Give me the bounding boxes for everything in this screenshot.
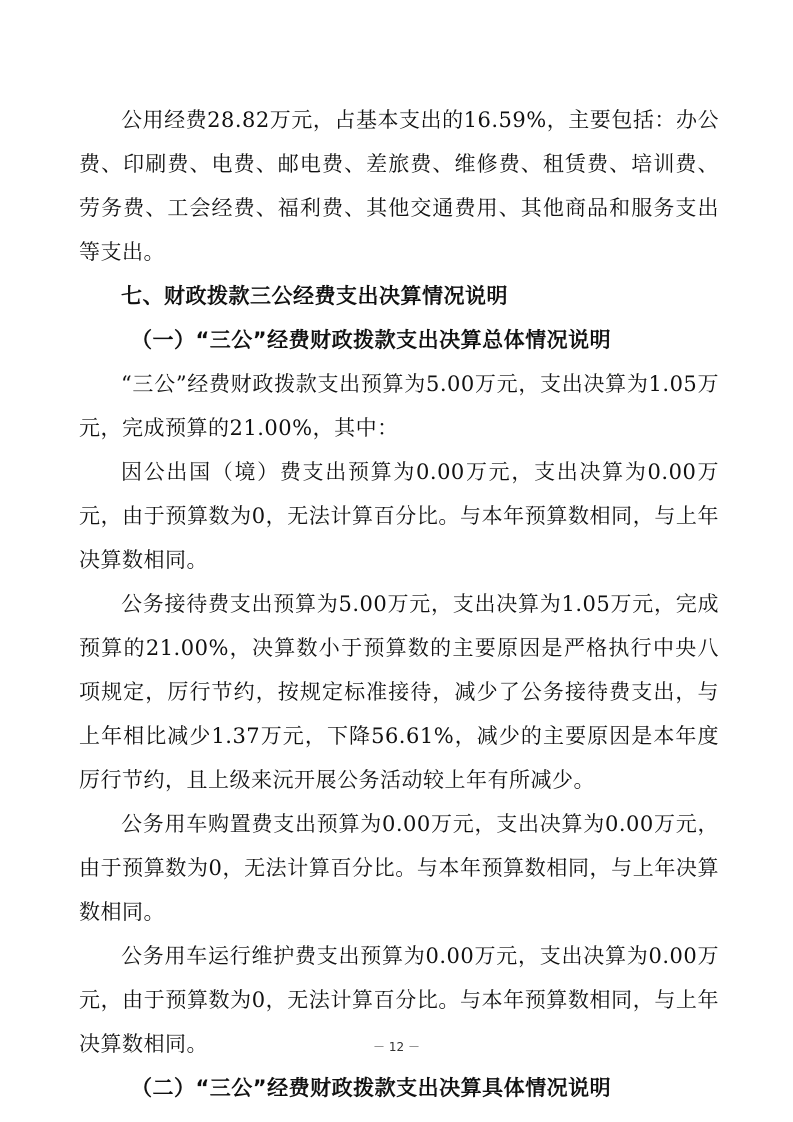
paragraph-reception: 公务接待费支出预算为5.00万元，支出决算为1.05万元，完成预算的21.00%，决算数小于预算数的主要原因是严格执行中央八项规定，厉行节约，按规定标准接待，减少了公务接待费支出，与上年相比减少1.37万元，下降56.61%，减少的主要原因是本年度厉行节约，且上级来沅开展公务活动较上年有所减少。 (79, 592, 719, 792)
page-content (79, 98, 719, 1110)
section-heading-7: 七、财政拨款三公经费支出决算情况说明 (121, 284, 508, 308)
subsection-heading-1: （一）“三公”经费财政拨款支出决算总体情况说明 (131, 328, 612, 352)
subsection-heading-2: （二）“三公”经费财政拨款支出决算具体情况说明 (131, 1076, 612, 1100)
paragraph-vehicle-operation: 公务用车运行维护费支出预算为0.00万元，支出决算为0.00万元，由于预算数为0，无法计算百分比。与本年预算数相同，与上年决算数相同。 (79, 944, 719, 1056)
paragraph-total: “三公”经费财政拨款支出预算为5.00万元，支出决算为1.05万元，完成预算的21.00%，其中： (79, 372, 719, 440)
paragraph-vehicle-purchase: 公务用车购置费支出预算为0.00万元，支出决算为0.00万元，由于预算数为0，无法计算百分比。与本年预算数相同，与上年决算数相同。 (79, 812, 719, 924)
paragraph-public-expenses: 公用经费28.82万元，占基本支出的16.59%，主要包括：办公费、印刷费、电费、邮电费、差旅费、维修费、租赁费、培训费、劳务费、工会经费、福利费、其他交通费用、其他商品和服务支出等支出。 (79, 108, 719, 264)
page-number: － 12 － (373, 1040, 420, 1054)
paragraph-abroad: 因公出国（境）费支出预算为0.00万元，支出决算为0.00万元，由于预算数为0，无法计算百分比。与本年预算数相同，与上年决算数相同。 (79, 460, 719, 572)
